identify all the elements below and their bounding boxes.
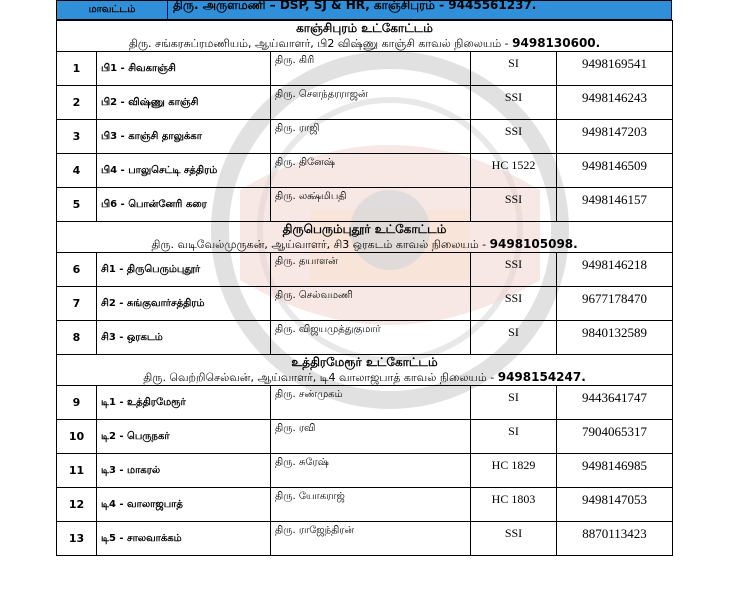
inspector-phone: 9498154247. (497, 370, 586, 384)
inspector-text: திரு. வெற்றிசெல்வன், ஆய்வாளர், டி4 வாலாஜபாத் காவல் நிலையம் - (143, 371, 498, 384)
inspector-line (61, 237, 668, 252)
serial-number: 11 (57, 454, 97, 488)
serial-number: 6 (57, 253, 97, 287)
officer-rank: SSI (471, 287, 557, 321)
phone-number: 9677178470 (557, 287, 673, 321)
officer-name: திரு. ரவி (271, 420, 471, 454)
police-station: சி1 - திருபெரும்புதூர் (97, 253, 271, 287)
officer-name: திரு. விஜயமுத்துகுமார் (271, 321, 471, 355)
officer-name: திரு. சுரேஷ் (271, 454, 471, 488)
serial-number: 1 (57, 52, 97, 86)
officer-name: திரு. தினேஷ் (271, 154, 471, 188)
police-station: பி2 - விஷ்ணு காஞ்சி (97, 86, 271, 120)
police-station: டி5 - சாலவாக்கம் (97, 522, 271, 556)
police-station: பி1 - சிவகாஞ்சி (97, 52, 271, 86)
officer-name: திரு. சண்முகம் (271, 386, 471, 420)
serial-number: 9 (57, 386, 97, 420)
subdivision-header (57, 222, 673, 253)
subdivision-header (57, 355, 673, 386)
officer-name: திரு. ராஜேந்திரன் (271, 522, 471, 556)
officer-rank: SSI (471, 188, 557, 222)
phone-number: 9840132589 (557, 321, 673, 355)
district-label: மாவட்டம் (57, 1, 168, 19)
police-station: டி4 - வாலாஜபாத் (97, 488, 271, 522)
subdivision-header (57, 21, 673, 52)
phone-number: 9498146243 (557, 86, 673, 120)
phone-number: 9498146509 (557, 154, 673, 188)
subdivision-title: உத்திரமேரூர் உட்கோட்டம் (291, 355, 438, 369)
top-header-bar (56, 0, 672, 20)
phone-number: 9498146157 (557, 188, 673, 222)
table-row (57, 86, 673, 120)
police-station: பி6 - பொன்னேரி கரை (97, 188, 271, 222)
serial-number: 5 (57, 188, 97, 222)
subdivision-title: திருபெரும்புதூர் உட்கோட்டம் (282, 222, 447, 236)
serial-number: 13 (57, 522, 97, 556)
serial-number: 12 (57, 488, 97, 522)
subdivision-title: காஞ்சிபுரம் உட்கோட்டம் (296, 21, 433, 35)
table-row (57, 420, 673, 454)
phone-number: 7904065317 (557, 420, 673, 454)
serial-number: 4 (57, 154, 97, 188)
phone-number: 9498146218 (557, 253, 673, 287)
table-row (57, 522, 673, 556)
phone-number: 9498147053 (557, 488, 673, 522)
dsp-contact-line: திரு. அருளமணி – DSP, SJ & HR, காஞ்சிபுரம் - 9445561237. (173, 0, 537, 12)
phone-number: 9498146985 (557, 454, 673, 488)
officer-rank: SSI (471, 253, 557, 287)
officer-name: திரு. சௌந்தரராஜன் (271, 86, 471, 120)
table-row (57, 120, 673, 154)
inspector-line (61, 36, 668, 51)
officer-rank: SI (471, 52, 557, 86)
phone-number: 9443641747 (557, 386, 673, 420)
police-station: டி2 - பெருநகர் (97, 420, 271, 454)
officer-name: திரு. செல்வமணி (271, 287, 471, 321)
table-row (57, 386, 673, 420)
table-row (57, 287, 673, 321)
serial-number: 2 (57, 86, 97, 120)
serial-number: 10 (57, 420, 97, 454)
officer-rank: HC 1522 (471, 154, 557, 188)
police-station: டி1 - உத்திரமேரூர் (97, 386, 271, 420)
officer-rank: SSI (471, 86, 557, 120)
police-station: டி3 - மாகரல் (97, 454, 271, 488)
officer-rank: SI (471, 321, 557, 355)
inspector-phone: 9498105098. (489, 237, 578, 251)
officer-name: திரு. தயாளன் (271, 253, 471, 287)
phone-number: 9498147203 (557, 120, 673, 154)
police-station: பி3 - காஞ்சி தாலுக்கா (97, 120, 271, 154)
officer-rank: SSI (471, 522, 557, 556)
table-row (57, 188, 673, 222)
table-row (57, 488, 673, 522)
serial-number: 8 (57, 321, 97, 355)
table-row (57, 154, 673, 188)
inspector-text: திரு. சங்கரசுப்ரமணியம், ஆய்வாளர், பி2 விஷ்ணு காஞ்சி காவல் நிலையம் - (128, 37, 513, 50)
officer-rank: SI (471, 386, 557, 420)
serial-number: 7 (57, 287, 97, 321)
officer-rank: HC 1829 (471, 454, 557, 488)
serial-number: 3 (57, 120, 97, 154)
table-row (57, 253, 673, 287)
officer-name: திரு. ராஜி (271, 120, 471, 154)
officer-rank: SSI (471, 120, 557, 154)
inspector-text: திரு. வடிவேல்முருகன், ஆய்வாளர், சி3 ஒரகடம் காவல் நிலையம் - (151, 238, 490, 251)
officer-name: திரு. லக்ஷ்மிபதி (271, 188, 471, 222)
contact-table (56, 20, 673, 556)
officer-rank: SI (471, 420, 557, 454)
table-row (57, 321, 673, 355)
police-station: சி3 - ஒரகடம் (97, 321, 271, 355)
inspector-phone: 9498130600. (512, 36, 601, 50)
inspector-line (61, 370, 668, 385)
police-station: பி4 - பாலுசெட்டி சத்திரம் (97, 154, 271, 188)
phone-number: 8870113423 (557, 522, 673, 556)
phone-number: 9498169541 (557, 52, 673, 86)
officer-name: திரு. யோகராஜ் (271, 488, 471, 522)
table-row (57, 52, 673, 86)
officer-name: திரு. கிரி (271, 52, 471, 86)
table-row (57, 454, 673, 488)
officer-rank: HC 1803 (471, 488, 557, 522)
police-station: சி2 - சுங்குவார்சத்திரம் (97, 287, 271, 321)
